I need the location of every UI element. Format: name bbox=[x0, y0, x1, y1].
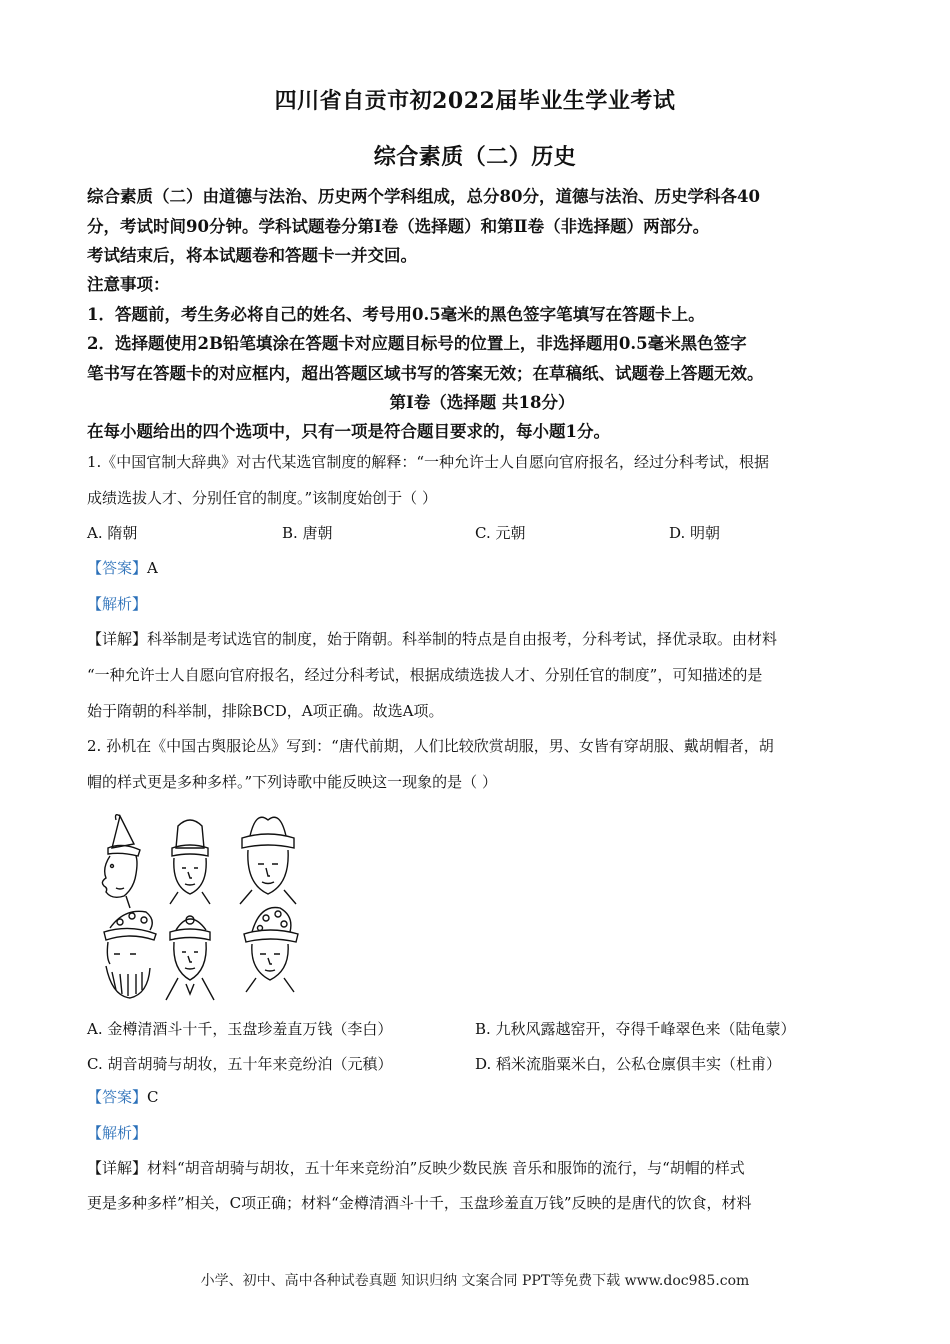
head-figure bbox=[240, 817, 296, 904]
page-subtitle: 综合素质（二）历史 bbox=[373, 144, 577, 170]
detail-text: 科举制是考试选官的制度，始于隋朝。科举制的特点是自由报考，分科考试，择优录取。由材料 bbox=[147, 630, 778, 648]
detail-tag: 【详解】 bbox=[87, 630, 148, 648]
section-instruction: 在每小题给出的四个选项中，只有一项是符合题目要求的，每小题1分。 bbox=[87, 422, 610, 441]
answer-tag: 【答案】 bbox=[87, 559, 148, 577]
question-1-stem: 1.《中国官制大辞典》对古代某选官制度的解释：“一种允许士人自愿向官府报名，经过分科考试，根据 bbox=[87, 453, 769, 471]
question-2-option-b: B. 九秋风露越窑开，夺得千峰翠色来（陆龟蒙） bbox=[475, 1020, 796, 1038]
question-1-option-a: A. 隋朝 bbox=[87, 524, 138, 542]
question-2-analysis-tag bbox=[87, 1122, 877, 1144]
page-footer: 小学、初中、高中各种试卷真题 知识归纳 文案合同 PPT等免费下载 www.doc985.com bbox=[200, 1273, 750, 1289]
detail-text: 材料“胡音胡骑与胡妆，五十年来竞纷泊”反映少数民族 音乐和服饰的流行，与“胡帽的样式 bbox=[147, 1159, 745, 1177]
answer-tag: 【答案】 bbox=[87, 1088, 148, 1106]
notice-item: 1．答题前，考生务必将自己的姓名、考号用0.5毫米的黑色签字笔填写在答题卡上。 bbox=[87, 305, 705, 324]
question-2-option-d: D. 稻米流脂粟米白，公私仓廪俱丰实（杜甫） bbox=[475, 1055, 782, 1073]
intro-line: 综合素质（二）由道德与法治、历史两个学科组成，总分80分，道德与法治、历史学科各40 bbox=[87, 187, 760, 206]
analysis-tag: 【解析】 bbox=[87, 1124, 148, 1142]
question-2-detail: 更是多种多样”相关，C项正确；材料“金樽清酒斗十千，玉盘珍羞直万钱”反映的是唐代的饮食，材料 bbox=[87, 1194, 752, 1212]
head-figure bbox=[166, 916, 214, 1000]
head-figure bbox=[170, 820, 210, 904]
intro-line: 分，考试时间90分钟。学科试题卷分第Ⅰ卷（选择题）和第Ⅱ卷（非选择题）两部分。 bbox=[87, 217, 710, 236]
detail-tag: 【详解】 bbox=[87, 1159, 148, 1177]
head-figure bbox=[102, 815, 140, 908]
question-1-option-d: D. 明朝 bbox=[669, 524, 721, 542]
question-1-answer bbox=[87, 557, 877, 579]
intro-line: 考试结束后，将本试题卷和答题卡一并交回。 bbox=[87, 246, 417, 265]
question-1-option-b: B. 唐朝 bbox=[282, 524, 333, 542]
question-1-detail: “一种允许士人自愿向官府报名，经过分科考试，根据成绩选拔人才、分别任官的制度”，可知描述的是 bbox=[87, 666, 763, 684]
question-2-stem: 2. 孙机在《中国古舆服论丛》写到：“唐代前期，人们比较欣赏胡服，男、女皆有穿胡服、戴胡帽者，胡 bbox=[87, 737, 774, 755]
analysis-tag: 【解析】 bbox=[87, 595, 148, 613]
notice-heading: 注意事项： bbox=[87, 275, 170, 294]
question-2-option-c: C. 胡音胡骑与胡妆，五十年来竞纷泊（元稹） bbox=[87, 1055, 393, 1073]
question-2-detail bbox=[87, 1157, 877, 1179]
question-1-detail bbox=[87, 628, 877, 650]
page-title: 四川省自贡市初2022届毕业生学业考试 bbox=[274, 88, 676, 114]
question-2-answer bbox=[87, 1086, 877, 1108]
notice-item: 2．选择题使用2B铅笔填涂在答题卡对应题目标号的位置上，非选择题用0.5毫米黑色签字 bbox=[87, 334, 747, 353]
head-figure bbox=[244, 908, 298, 993]
section-title: 第Ⅰ卷（选择题 共18分） bbox=[389, 393, 575, 412]
hu-hats-illustration bbox=[90, 808, 335, 1006]
notice-item: 笔书写在答题卡的对应框内，超出答题区域书写的答案无效；在草稿纸、试题卷上答题无效。 bbox=[87, 364, 764, 383]
question-2-option-a: A. 金樽清酒斗十千，玉盘珍羞直万钱（李白） bbox=[87, 1020, 393, 1038]
question-1-analysis-tag bbox=[87, 593, 877, 615]
answer-value: C bbox=[147, 1088, 159, 1106]
head-figure bbox=[104, 911, 156, 998]
question-1-detail: 始于隋朝的科举制，排除BCD，A项正确。故选A项。 bbox=[87, 702, 444, 720]
question-1-stem: 成绩选拔人才、分别任官的制度。”该制度始创于（ ） bbox=[87, 489, 437, 507]
question-1-option-c: C. 元朝 bbox=[475, 524, 526, 542]
answer-value: A bbox=[147, 559, 158, 577]
question-2-stem: 帽的样式更是多种多样。”下列诗歌中能反映这一现象的是（ ） bbox=[87, 773, 497, 791]
